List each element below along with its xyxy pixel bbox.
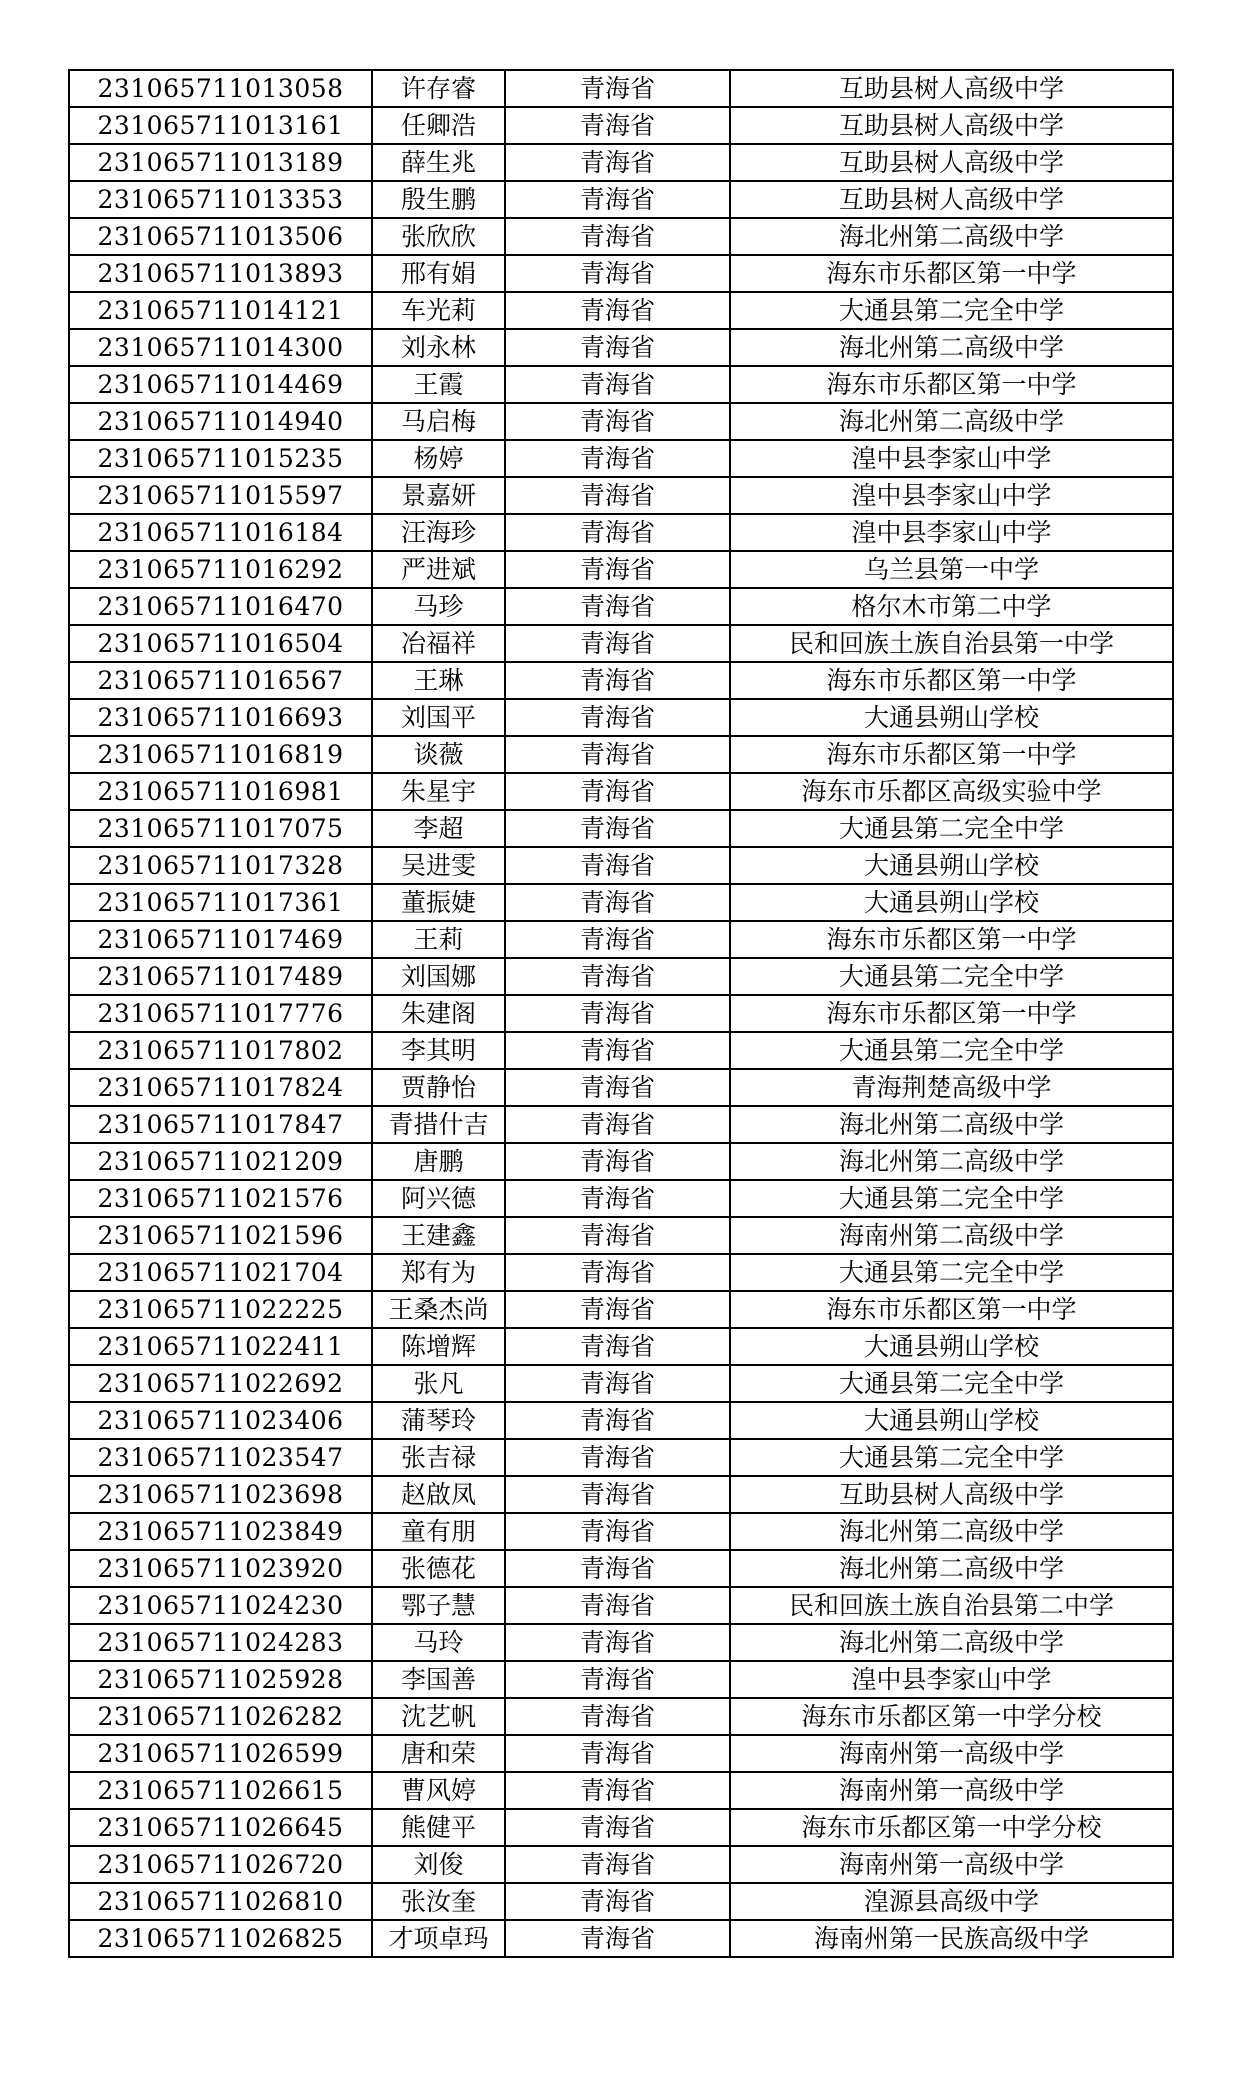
table-row [69,1069,1173,1106]
school-cell: 大通县朔山学校 [730,699,1173,736]
name-cell: 马玲 [372,1624,505,1661]
school-cell: 海北州第二高级中学 [730,1106,1173,1143]
name-cell: 严进斌 [372,551,505,588]
name-cell: 熊健平 [372,1809,505,1846]
candidate-id-cell: 231065711017824 [69,1069,372,1106]
candidate-id-cell: 231065711013893 [69,255,372,292]
name-cell: 曹风婷 [372,1772,505,1809]
school-cell: 格尔木市第二中学 [730,588,1173,625]
name-cell: 张凡 [372,1365,505,1402]
candidate-id-cell: 231065711017469 [69,921,372,958]
name-cell: 李超 [372,810,505,847]
table-row [69,1032,1173,1069]
candidate-id-cell: 231065711017361 [69,884,372,921]
table-row [69,699,1173,736]
province-cell: 青海省 [505,1180,730,1217]
table-row [69,1772,1173,1809]
school-cell: 海东市乐都区第一中学 [730,736,1173,773]
table-row [69,1180,1173,1217]
province-cell: 青海省 [505,218,730,255]
table-row [69,736,1173,773]
school-cell: 湟中县李家山中学 [730,1661,1173,1698]
province-cell: 青海省 [505,1920,730,1957]
province-cell: 青海省 [505,1143,730,1180]
table-row [69,1402,1173,1439]
name-cell: 薛生兆 [372,144,505,181]
candidate-id-cell: 231065711016504 [69,625,372,662]
school-cell: 海东市乐都区第一中学 [730,921,1173,958]
name-cell: 蒲琴玲 [372,1402,505,1439]
name-cell: 董振婕 [372,884,505,921]
school-cell: 海北州第二高级中学 [730,1550,1173,1587]
table-row [69,1439,1173,1476]
name-cell: 刘国平 [372,699,505,736]
candidate-id-cell: 231065711016184 [69,514,372,551]
province-cell: 青海省 [505,255,730,292]
school-cell: 民和回族土族自治县第一中学 [730,625,1173,662]
province-cell: 青海省 [505,1291,730,1328]
candidate-id-cell: 231065711017847 [69,1106,372,1143]
name-cell: 唐和荣 [372,1735,505,1772]
school-cell: 互助县树人高级中学 [730,1476,1173,1513]
name-cell: 谈薇 [372,736,505,773]
candidate-id-cell: 231065711026599 [69,1735,372,1772]
name-cell: 沈艺帆 [372,1698,505,1735]
school-cell: 湟中县李家山中学 [730,440,1173,477]
school-cell: 大通县第二完全中学 [730,810,1173,847]
province-cell: 青海省 [505,1106,730,1143]
province-cell: 青海省 [505,440,730,477]
table-row [69,847,1173,884]
name-cell: 张德花 [372,1550,505,1587]
candidate-id-cell: 231065711014121 [69,292,372,329]
candidate-id-cell: 231065711015597 [69,477,372,514]
candidate-id-cell: 231065711021596 [69,1217,372,1254]
province-cell: 青海省 [505,403,730,440]
table-row [69,810,1173,847]
table-row [69,1328,1173,1365]
name-cell: 汪海珍 [372,514,505,551]
table-row [69,218,1173,255]
school-cell: 互助县树人高级中学 [730,70,1173,107]
name-cell: 鄂子慧 [372,1587,505,1624]
table-row [69,1920,1173,1957]
school-cell: 海北州第二高级中学 [730,329,1173,366]
candidate-id-cell: 231065711026615 [69,1772,372,1809]
candidate-id-cell: 231065711014300 [69,329,372,366]
table-row [69,1106,1173,1143]
table-row [69,329,1173,366]
name-cell: 景嘉妍 [372,477,505,514]
name-cell: 唐鹏 [372,1143,505,1180]
candidate-id-cell: 231065711023406 [69,1402,372,1439]
school-cell: 大通县第二完全中学 [730,1032,1173,1069]
name-cell: 刘俊 [372,1846,505,1883]
school-cell: 海南州第一高级中学 [730,1735,1173,1772]
name-cell: 车光莉 [372,292,505,329]
name-cell: 王霞 [372,366,505,403]
name-cell: 邢有娟 [372,255,505,292]
school-cell: 互助县树人高级中学 [730,107,1173,144]
candidate-id-cell: 231065711023698 [69,1476,372,1513]
candidate-id-cell: 231065711026720 [69,1846,372,1883]
province-cell: 青海省 [505,995,730,1032]
province-cell: 青海省 [505,181,730,218]
name-cell: 王琳 [372,662,505,699]
candidate-id-cell: 231065711026282 [69,1698,372,1735]
candidate-id-cell: 231065711016470 [69,588,372,625]
table-row [69,1291,1173,1328]
candidate-id-cell: 231065711013058 [69,70,372,107]
province-cell: 青海省 [505,810,730,847]
school-cell: 海北州第二高级中学 [730,403,1173,440]
candidate-id-cell: 231065711016981 [69,773,372,810]
name-cell: 王桑杰尚 [372,1291,505,1328]
name-cell: 阿兴德 [372,1180,505,1217]
name-cell: 刘永林 [372,329,505,366]
province-cell: 青海省 [505,921,730,958]
candidate-table-body [69,70,1173,1957]
school-cell: 海东市乐都区第一中学 [730,366,1173,403]
candidate-id-cell: 231065711024283 [69,1624,372,1661]
name-cell: 张欣欣 [372,218,505,255]
province-cell: 青海省 [505,1661,730,1698]
table-row [69,255,1173,292]
candidate-id-cell: 231065711014940 [69,403,372,440]
table-row [69,625,1173,662]
province-cell: 青海省 [505,625,730,662]
candidate-id-cell: 231065711013189 [69,144,372,181]
name-cell: 青措什吉 [372,1106,505,1143]
candidate-id-cell: 231065711014469 [69,366,372,403]
candidate-id-cell: 231065711026810 [69,1883,372,1920]
candidate-id-cell: 231065711021576 [69,1180,372,1217]
table-row [69,551,1173,588]
school-cell: 乌兰县第一中学 [730,551,1173,588]
school-cell: 大通县第二完全中学 [730,1254,1173,1291]
candidate-id-cell: 231065711017075 [69,810,372,847]
candidate-id-cell: 231065711024230 [69,1587,372,1624]
province-cell: 青海省 [505,1698,730,1735]
table-row [69,662,1173,699]
candidate-id-cell: 231065711023849 [69,1513,372,1550]
table-row [69,366,1173,403]
table-row [69,1143,1173,1180]
name-cell: 才项卓玛 [372,1920,505,1957]
candidate-id-cell: 231065711021704 [69,1254,372,1291]
candidate-id-cell: 231065711025928 [69,1661,372,1698]
table-row [69,477,1173,514]
candidate-id-cell: 231065711016567 [69,662,372,699]
province-cell: 青海省 [505,1772,730,1809]
name-cell: 张吉禄 [372,1439,505,1476]
school-cell: 海东市乐都区第一中学分校 [730,1809,1173,1846]
school-cell: 海东市乐都区高级实验中学 [730,773,1173,810]
candidate-id-cell: 231065711022692 [69,1365,372,1402]
name-cell: 朱星宇 [372,773,505,810]
candidate-id-cell: 231065711017489 [69,958,372,995]
candidate-id-cell: 231065711026645 [69,1809,372,1846]
province-cell: 青海省 [505,1550,730,1587]
table-row [69,70,1173,107]
school-cell: 互助县树人高级中学 [730,144,1173,181]
school-cell: 大通县第二完全中学 [730,1365,1173,1402]
province-cell: 青海省 [505,1365,730,1402]
school-cell: 大通县第二完全中学 [730,958,1173,995]
name-cell: 贾静怡 [372,1069,505,1106]
name-cell: 赵啟凤 [372,1476,505,1513]
school-cell: 大通县朔山学校 [730,1328,1173,1365]
candidate-id-cell: 231065711017776 [69,995,372,1032]
table-row [69,921,1173,958]
candidate-table [68,69,1174,1958]
province-cell: 青海省 [505,292,730,329]
table-row [69,773,1173,810]
name-cell: 李国善 [372,1661,505,1698]
table-row [69,1365,1173,1402]
name-cell: 许存睿 [372,70,505,107]
name-cell: 王莉 [372,921,505,958]
province-cell: 青海省 [505,773,730,810]
candidate-id-cell: 231065711023920 [69,1550,372,1587]
province-cell: 青海省 [505,1476,730,1513]
province-cell: 青海省 [505,70,730,107]
candidate-id-cell: 231065711016292 [69,551,372,588]
name-cell: 刘国娜 [372,958,505,995]
school-cell: 海北州第二高级中学 [730,1143,1173,1180]
province-cell: 青海省 [505,588,730,625]
table-row [69,292,1173,329]
province-cell: 青海省 [505,662,730,699]
table-row [69,181,1173,218]
candidate-id-cell: 231065711022225 [69,1291,372,1328]
table-row [69,1513,1173,1550]
table-row [69,1661,1173,1698]
table-row [69,1846,1173,1883]
candidate-id-cell: 231065711017802 [69,1032,372,1069]
table-row [69,1809,1173,1846]
province-cell: 青海省 [505,551,730,588]
province-cell: 青海省 [505,1809,730,1846]
name-cell: 童有朋 [372,1513,505,1550]
province-cell: 青海省 [505,1217,730,1254]
name-cell: 陈增辉 [372,1328,505,1365]
province-cell: 青海省 [505,1254,730,1291]
school-cell: 湟源县高级中学 [730,1883,1173,1920]
school-cell: 大通县朔山学校 [730,847,1173,884]
name-cell: 杨婷 [372,440,505,477]
school-cell: 互助县树人高级中学 [730,181,1173,218]
school-cell: 海北州第二高级中学 [730,1513,1173,1550]
table-row [69,403,1173,440]
school-cell: 民和回族土族自治县第二中学 [730,1587,1173,1624]
school-cell: 海东市乐都区第一中学 [730,1291,1173,1328]
candidate-id-cell: 231065711022411 [69,1328,372,1365]
candidate-id-cell: 231065711013506 [69,218,372,255]
province-cell: 青海省 [505,1883,730,1920]
table-row [69,1883,1173,1920]
province-cell: 青海省 [505,884,730,921]
candidate-id-cell: 231065711015235 [69,440,372,477]
candidate-id-cell: 231065711013353 [69,181,372,218]
school-cell: 海东市乐都区第一中学 [730,995,1173,1032]
province-cell: 青海省 [505,1587,730,1624]
candidate-id-cell: 231065711016819 [69,736,372,773]
province-cell: 青海省 [505,1624,730,1661]
school-cell: 大通县第二完全中学 [730,1180,1173,1217]
school-cell: 大通县第二完全中学 [730,1439,1173,1476]
candidate-id-cell: 231065711023547 [69,1439,372,1476]
school-cell: 海南州第一民族高级中学 [730,1920,1173,1957]
table-row [69,995,1173,1032]
name-cell: 王建鑫 [372,1217,505,1254]
province-cell: 青海省 [505,847,730,884]
table-row [69,958,1173,995]
name-cell: 张汝奎 [372,1883,505,1920]
province-cell: 青海省 [505,366,730,403]
table-row [69,107,1173,144]
province-cell: 青海省 [505,958,730,995]
name-cell: 马珍 [372,588,505,625]
name-cell: 吴进雯 [372,847,505,884]
province-cell: 青海省 [505,1328,730,1365]
table-row [69,1735,1173,1772]
name-cell: 冶福祥 [372,625,505,662]
candidate-id-cell: 231065711026825 [69,1920,372,1957]
name-cell: 任卿浩 [372,107,505,144]
province-cell: 青海省 [505,144,730,181]
candidate-id-cell: 231065711017328 [69,847,372,884]
school-cell: 海北州第二高级中学 [730,218,1173,255]
table-row [69,588,1173,625]
table-row [69,884,1173,921]
province-cell: 青海省 [505,1846,730,1883]
name-cell: 朱建阁 [372,995,505,1032]
province-cell: 青海省 [505,1032,730,1069]
province-cell: 青海省 [505,736,730,773]
province-cell: 青海省 [505,1069,730,1106]
school-cell: 大通县朔山学校 [730,884,1173,921]
table-row [69,514,1173,551]
province-cell: 青海省 [505,107,730,144]
school-cell: 海北州第二高级中学 [730,1624,1173,1661]
table-row [69,1476,1173,1513]
table-row [69,440,1173,477]
school-cell: 海南州第一高级中学 [730,1772,1173,1809]
province-cell: 青海省 [505,1439,730,1476]
name-cell: 李其明 [372,1032,505,1069]
candidate-id-cell: 231065711016693 [69,699,372,736]
school-cell: 大通县第二完全中学 [730,292,1173,329]
province-cell: 青海省 [505,1402,730,1439]
province-cell: 青海省 [505,477,730,514]
table-row [69,1254,1173,1291]
table-row [69,1217,1173,1254]
school-cell: 海东市乐都区第一中学 [730,255,1173,292]
name-cell: 郑有为 [372,1254,505,1291]
province-cell: 青海省 [505,329,730,366]
school-cell: 青海荆楚高级中学 [730,1069,1173,1106]
table-row [69,1550,1173,1587]
school-cell: 海东市乐都区第一中学分校 [730,1698,1173,1735]
candidate-id-cell: 231065711021209 [69,1143,372,1180]
candidate-id-cell: 231065711013161 [69,107,372,144]
province-cell: 青海省 [505,1735,730,1772]
table-row [69,1587,1173,1624]
province-cell: 青海省 [505,514,730,551]
table-row [69,1698,1173,1735]
school-cell: 湟中县李家山中学 [730,514,1173,551]
school-cell: 湟中县李家山中学 [730,477,1173,514]
name-cell: 马启梅 [372,403,505,440]
name-cell: 殷生鹏 [372,181,505,218]
school-cell: 海南州第一高级中学 [730,1846,1173,1883]
school-cell: 海南州第二高级中学 [730,1217,1173,1254]
table-row [69,1624,1173,1661]
province-cell: 青海省 [505,1513,730,1550]
province-cell: 青海省 [505,699,730,736]
table-row [69,144,1173,181]
school-cell: 海东市乐都区第一中学 [730,662,1173,699]
school-cell: 大通县朔山学校 [730,1402,1173,1439]
